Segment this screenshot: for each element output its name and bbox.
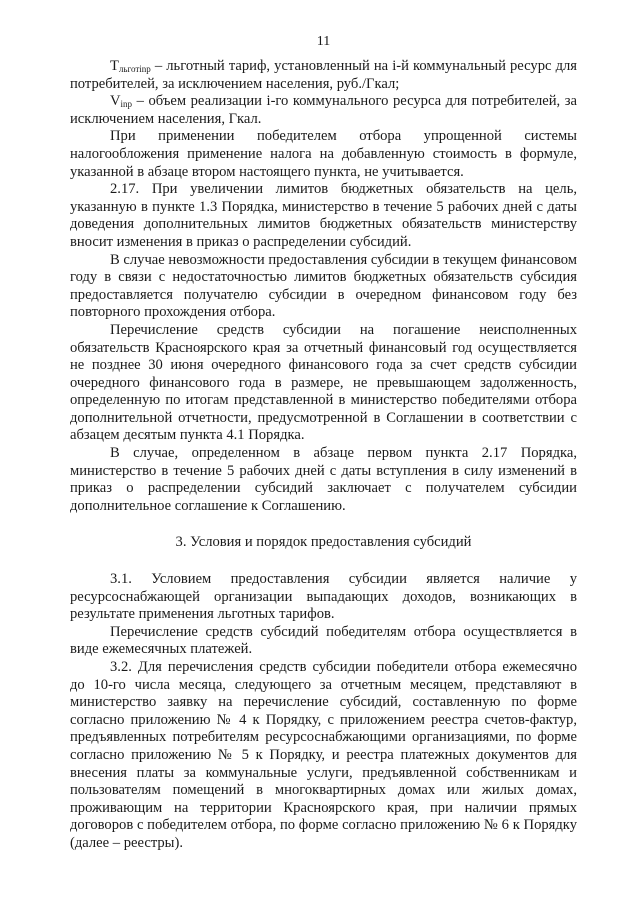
paragraph-insufficient-limits: В случае невозможности предоставления субсидии в текущем финансовом году в связи с недостаточностью лимитов бюджетных обязательств субсидия предоставляется получателю субсидии в очередном финансовом году без повторного прохождения отбора. xyxy=(70,251,577,321)
paragraph-3-2: 3.2. Для перечисления средств субсидии победители отбора ежемесячно до 10-го числа месяца, следующего за отчетным месяцем, представляют в министерство заявку на перечисление субсидий, составленную по форме согласно приложению № 4 к Порядку, с приложением реестра счетов-фактур, предъявленных потребителям ресурсоснабжающими организациями, по форме согласно приложению № 5 к Порядку, и реестра платежных документов для внесения платы за коммунальные услуги, предъявленной собственникам и пользователям помещений в многоквартирных домах или жилых домах, проживающим на территории Красноярского края, при наличии прямых договоров с победителем отбора, по форме согласно приложению № 6 к Порядку (далее – реестры). xyxy=(70,659,577,851)
tariff-definition-text: – льготный тариф, установленный на i-й коммунальный ресурс для потребителей, за исключением населения, руб./Гкал; xyxy=(70,58,577,92)
tariff-symbol: Т xyxy=(110,58,119,74)
page-number: 11 xyxy=(316,34,331,49)
paragraph-3-1: 3.1. Условием предоставления субсидии является наличие у ресурсоснабжающей организации выпадающих доходов, возникающих в результате применения льготных тарифов. xyxy=(70,571,577,623)
paragraph-monthly-payments: Перечисление средств субсидий победителям отбора осуществляется в виде ежемесячных платежей. xyxy=(70,623,577,658)
volume-symbol-subscript: inр xyxy=(120,99,133,110)
paragraph-volume-definition xyxy=(70,93,577,128)
section-3-heading: 3. Условия и порядок предоставления субсидий xyxy=(175,534,472,551)
paragraph-additional-agreement: В случае, определенном в абзаце первом пункта 2.17 Порядка, министерство в течение 5 рабочих дней с даты вступления в силу изменений в приказ о распределении субсидий заключает с получателем субсидии дополнительное соглашение к Соглашению. xyxy=(70,445,577,514)
paragraph-simplified-tax: При применении победителем отбора упрощенной системы налогообложения применение налога на добавленную стоимость в формуле, указанной в абзаце втором настоящего пункта, не учитывается. xyxy=(70,128,577,180)
paragraph-2-17: 2.17. При увеличении лимитов бюджетных обязательств на цель, указанную в пункте 1.3 Порядка, министерство в течение 5 рабочих дней с даты доведения дополнительных лимитов бюджетных обязательств министерству вносит изменения в приказ о распределении субсидий. xyxy=(70,181,577,250)
paragraph-tariff-definition xyxy=(70,58,577,93)
volume-symbol: V xyxy=(110,93,121,110)
volume-definition-text: – объем реализации i-го коммунального ресурса для потребителей, за исключением населения, Гкал. xyxy=(70,93,577,127)
tariff-symbol-subscript: льготinр xyxy=(118,64,151,74)
paragraph-unfulfilled-obligations: Перечисление средств субсидии на погашение неисполненных обязательств Красноярского края за отчетный финансовый год осуществляется не позднее 30 июня очередного финансового года за счет средств субсидии очередного финансового года в размере, не превышающем задолженность, определенную по итогам представленной в министерство победителями отбора дополнительной отчетности, предусмотренной в Соглашении в соответствии с абзацем десятым пункта 4.1 Порядка. xyxy=(70,321,577,444)
